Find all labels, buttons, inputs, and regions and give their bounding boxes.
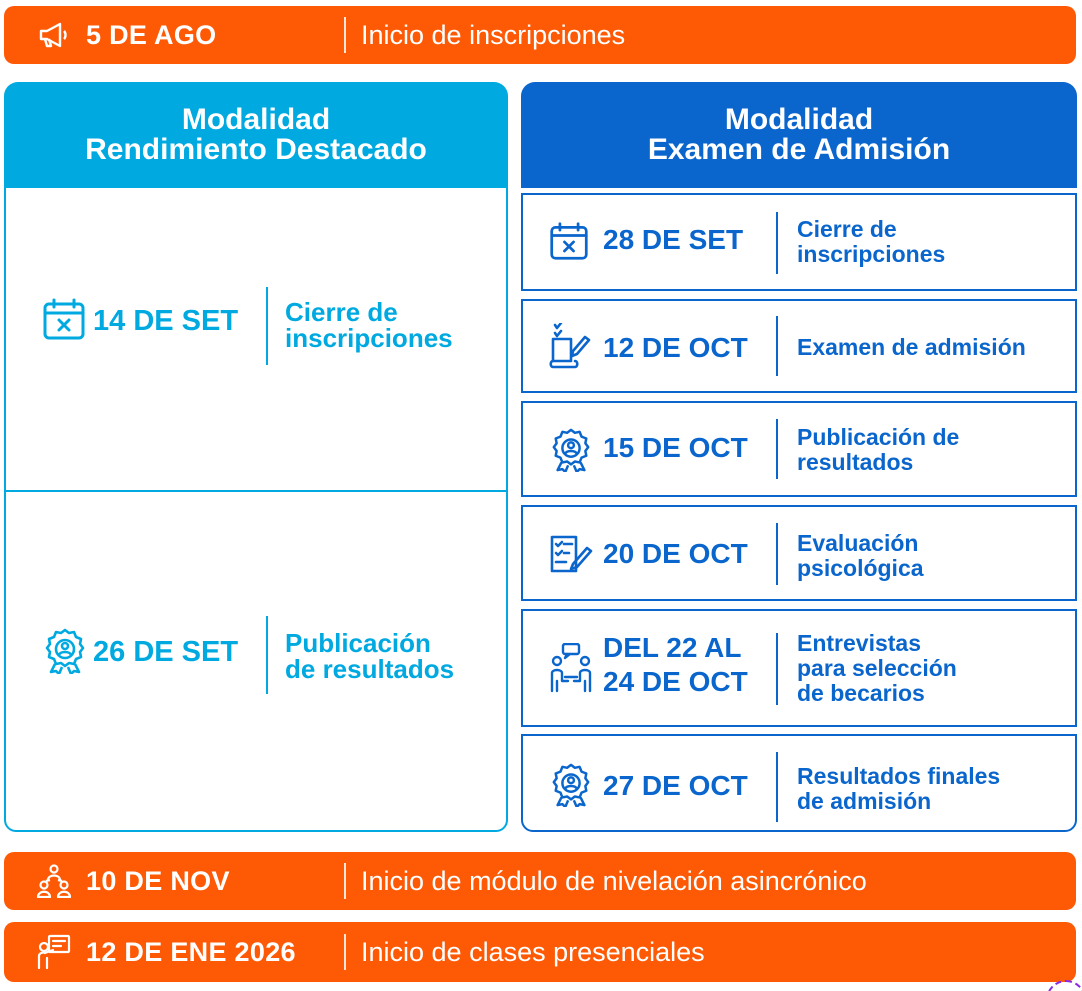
bar-separator: [344, 17, 346, 53]
right-item-description: [797, 531, 924, 581]
right-item-results: [521, 401, 1077, 497]
desc-line: Entrevistas: [797, 630, 922, 656]
start-registration-bar: [4, 6, 1076, 64]
left-item-separator: [266, 616, 268, 694]
right-item-separator: [776, 633, 778, 705]
right-item-psych-eval: [521, 505, 1077, 601]
megaphone-icon: [36, 17, 72, 53]
right-item-description: [797, 631, 957, 706]
desc-line: de becarios: [797, 680, 925, 706]
right-item-description: [797, 217, 945, 267]
desc-line: inscripciones: [797, 241, 946, 267]
right-item-date: [603, 431, 748, 465]
right-header-line2: Examen de Admisión: [647, 133, 951, 166]
desc-line: resultados: [797, 449, 914, 475]
left-header-line1: Modalidad: [181, 103, 331, 136]
left-header-line2: Rendimiento Destacado: [85, 133, 427, 166]
right-item-registration-close: [521, 193, 1077, 291]
bar-description: Inicio de clases presenciales: [361, 936, 705, 967]
right-item-description: [797, 425, 959, 475]
right-item-description: [797, 764, 1000, 814]
left-item-results: [4, 614, 508, 694]
classes-start-bar: [4, 922, 1076, 982]
calendar-x-icon: [549, 221, 591, 263]
date-line: 20 DE OCT: [603, 538, 748, 569]
right-item-separator: [776, 316, 778, 376]
right-item-date: [603, 537, 748, 571]
desc-line: inscripciones: [285, 323, 453, 353]
desc-line: Cierre de: [285, 297, 398, 327]
teacher-board-icon: [36, 934, 72, 970]
right-item-separator: [776, 523, 778, 585]
leveling-module-bar: [4, 852, 1076, 910]
date-line: 15 DE OCT: [603, 432, 748, 463]
right-item-separator: [776, 419, 778, 479]
right-item-separator: [776, 752, 778, 822]
left-column-divider: [4, 490, 508, 492]
bar-description: Inicio de módulo de nivelación asincrónico: [361, 865, 867, 896]
bar-date: 5 DE AGO: [86, 19, 217, 50]
right-item-admission-exam: [521, 299, 1077, 393]
desc-line: Evaluación: [797, 530, 919, 556]
bar-date: 10 DE NOV: [86, 865, 230, 896]
desc-line: Examen de admisión: [797, 334, 1026, 360]
exam-paper-icon: [549, 323, 591, 365]
right-item-date: [603, 331, 748, 365]
desc-line: Resultados finales: [797, 763, 1001, 789]
date-line: 27 DE OCT: [603, 770, 748, 801]
right-header-line1: Modalidad: [724, 103, 874, 136]
right-item-date: [603, 631, 748, 699]
right-column-header: [521, 82, 1077, 188]
left-item-registration-close: [4, 285, 508, 365]
bar-date: 12 DE ENE 2026: [86, 936, 296, 967]
date-line: 12 DE OCT: [603, 332, 748, 363]
desc-line: para selección: [797, 655, 957, 681]
desc-line: de admisión: [797, 788, 932, 814]
calendar-x-icon: [42, 297, 88, 343]
award-badge-icon: [549, 428, 591, 470]
desc-line: Cierre de: [797, 216, 897, 242]
right-item-description: [797, 335, 1026, 360]
bar-separator: [344, 863, 346, 899]
award-badge-icon: [42, 628, 88, 674]
right-item-date: [603, 769, 748, 803]
date-line: DEL 22 AL: [603, 632, 742, 663]
desc-line: Publicación: [285, 628, 431, 658]
right-item-separator: [776, 212, 778, 274]
date-line: 28 DE SET: [603, 224, 744, 255]
right-item-date: [603, 223, 743, 257]
bar-separator: [344, 934, 346, 970]
left-item-description: [285, 630, 454, 682]
date-line: 24 DE OCT: [603, 666, 748, 697]
interview-icon: [549, 643, 591, 685]
right-item-final-results: [521, 734, 1077, 832]
desc-line: psicológica: [797, 555, 924, 581]
left-item-date: 26 DE SET: [93, 636, 239, 668]
desc-line: Publicación de: [797, 424, 960, 450]
right-item-interviews: [521, 609, 1077, 727]
left-item-separator: [266, 287, 268, 365]
group-people-icon: [36, 863, 72, 899]
checklist-icon: [549, 534, 591, 576]
left-item-date: 14 DE SET: [93, 305, 239, 337]
left-column-box: [4, 187, 508, 832]
left-item-description: [285, 299, 453, 351]
desc-line: de resultados: [285, 654, 455, 684]
left-column-header: [4, 82, 508, 188]
award-badge-icon: [549, 763, 591, 805]
bar-description: Inicio de inscripciones: [361, 19, 626, 50]
